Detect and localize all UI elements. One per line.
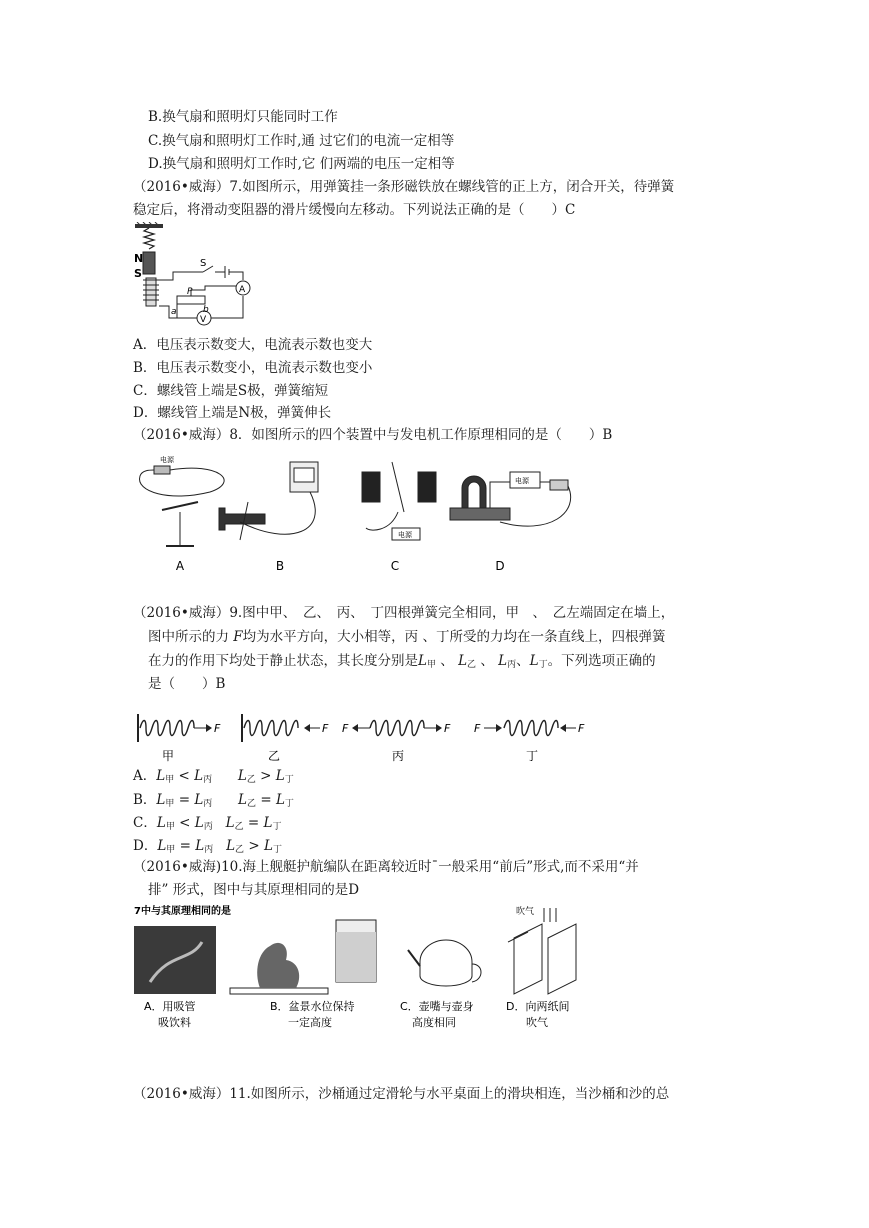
q7-stem-line2: 稳定后，将滑动变阻器的滑片缓慢向左移动。下列说法正确的是（ ）C (133, 202, 576, 218)
q9-stem-line2: 图中所示的力 F均为水平方向，大小相等，丙 、丁所受的力均在一条直线上，四根弹簧 (148, 629, 666, 645)
label-switch: S (200, 258, 207, 269)
caption-c-line1: C．壶嘴与壶身 (400, 1000, 474, 1013)
q8-stem: （2016•威海）8．如图所示的四个装置中与发电机工作原理相同的是（ ）B (133, 427, 613, 443)
jia-label: 甲 (162, 749, 175, 763)
device-d-label: D (495, 559, 505, 573)
ding-label: 丁 (526, 749, 539, 763)
bing-label: 丙 (392, 749, 405, 763)
q7-stem-line1: （2016•威海）7.如图所示，用弹簧挂一条形磁铁放在螺线管的正上方，闭合开关，待弹簧 (133, 179, 675, 195)
q9-stem-line1: （2016•威海）9.图中甲、 乙、 丙、 丁四根弹簧完全相同，甲 、 乙左端固定在墙上， (133, 605, 675, 621)
q10-figure (130, 902, 590, 1032)
label-p: P (187, 287, 193, 297)
q8-devices-figure (130, 452, 590, 577)
bar-magnet-icon (143, 252, 155, 274)
label-b: b (203, 305, 209, 315)
q10-stem-line2: 排” 形式，图中与其原理相同的是D (148, 882, 360, 898)
q9-stem-line4: 是（ ）B (148, 676, 226, 692)
q7-option-a: A．电压表示数变大，电流表示数也变大 (133, 337, 373, 353)
ding-force-left-label: F (474, 722, 481, 735)
label-voltmeter: V (200, 315, 207, 325)
q6-option-c: C.换气扇和照明灯工作时,通 过它们的电流一定相等 (148, 133, 455, 149)
label-ammeter: A (239, 285, 246, 295)
device-c-label: C (390, 559, 400, 573)
label-n: N (134, 252, 144, 265)
q9-springs-figure (130, 700, 600, 770)
caption-b-line1: B．盆景水位保持 (270, 1000, 355, 1013)
jia-force-label: F (214, 722, 221, 735)
device-a-label: A (175, 559, 185, 573)
label-a: a (171, 307, 177, 317)
blow-label: 吹气 (516, 907, 535, 917)
spring-icon (144, 228, 154, 249)
ding-force-right-label: F (578, 722, 585, 735)
q7-circuit-figure (133, 222, 263, 332)
caption-a-line1: A．用吸管 (144, 1000, 196, 1013)
c-power-label: 电源 (398, 531, 412, 539)
device-b-label: B (275, 559, 285, 573)
caption-a-line2: 吸饮料 (158, 1016, 191, 1029)
q10-figure-header: 7中与其原理相同的是 (134, 906, 231, 917)
caption-b-line2: 一定高度 (288, 1016, 332, 1029)
caption-d-line2: 吹气 (526, 1016, 548, 1029)
a-power-label: 电源 (160, 456, 174, 464)
yi-force-label: F (322, 722, 329, 735)
q10-stem-line1: （2016•威海)10.海上舰艇护航编队在距离较近时¯一般采用“前后”形式,而不采用“并 (133, 859, 639, 875)
q6-option-d: D.换气扇和照明灯工作时,它 们两端的电压一定相等 (148, 156, 455, 172)
q7-option-c: C．螺线管上端是S极，弹簧缩短 (133, 383, 329, 399)
bing-force-right-label: F (444, 722, 451, 735)
q9-option-c: C．$L_甲 < L_丙$ $L_乙 = L_丁$ (133, 815, 282, 832)
q6-option-b: B.换气扇和照明灯只能同时工作 (148, 109, 338, 125)
caption-c-line2: 高度相同 (412, 1016, 456, 1029)
q11-stem-line1: （2016•威海）11.如图所示，沙桶通过定滑轮与水平桌面上的滑块相连，当沙桶和沙的总 (133, 1086, 670, 1102)
caption-d-line1: D．向两纸间 (506, 1000, 570, 1013)
q9-option-a: A．$L_甲 < L_丙$ $L_乙 > L_丁$ (133, 768, 294, 785)
solenoid-icon (146, 278, 156, 306)
d-power-label: 电源 (515, 477, 529, 485)
label-s: S (134, 267, 142, 280)
q9-stem-line3: 在力的作用下均处于静止状态，其长度分别是$L_甲$ 、 $L_乙$ 、 $L_丙$、$L_丁$。下列选项正确的 (148, 653, 656, 670)
q9-option-d: D．$L_甲 = L_丙$ $L_乙 > L_丁$ (133, 838, 282, 855)
bing-force-left-label: F (342, 722, 349, 735)
q9-option-b: B．$L_甲 = L_丙$ $L_乙 = L_丁$ (133, 792, 294, 809)
q7-option-b: B．电压表示数变小，电流表示数也变小 (133, 360, 373, 376)
q7-option-d: D．螺线管上端是N极，弹簧伸长 (133, 405, 332, 421)
yi-label: 乙 (268, 749, 281, 763)
